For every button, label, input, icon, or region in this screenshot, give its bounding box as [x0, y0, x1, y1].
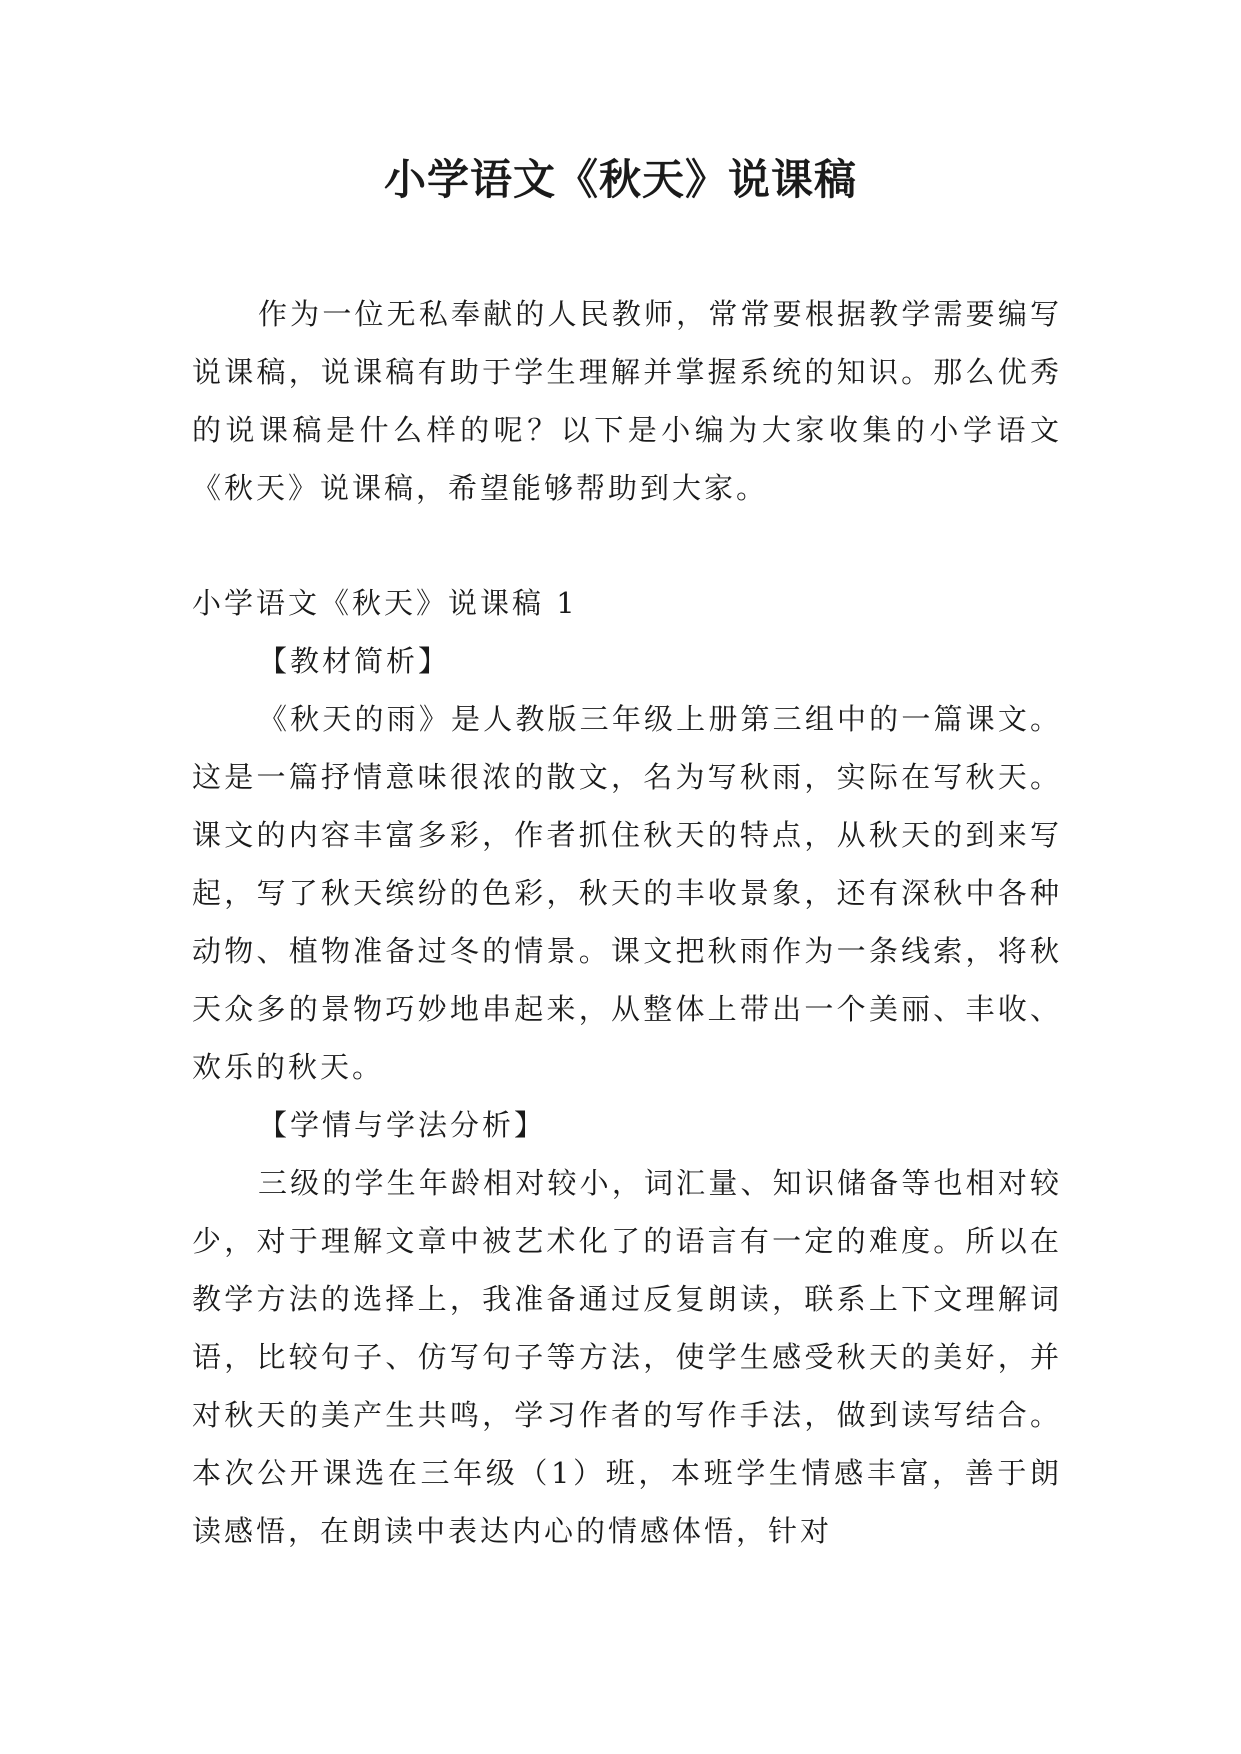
- document-title: 小学语文《秋天》说课稿: [383, 155, 857, 204]
- paragraph-learner-analysis: 三级的学生年龄相对较小，词汇量、知识储备等也相对较少，对于理解文章中被艺术化了的语言有一定的难度。所以在教学方法的选择上，我准备通过反复朗读，联系上下文理解词语，比较句子、仿写句子等方法，使学生感受秋天的美好，并对秋天的美产生共鸣，学习作者的写作手法，做到读写结合。本次公开课选在三年级（1）班，本班学生情感丰富，善于朗读感悟，在朗读中表达内心的情感体悟，针对: [192, 1166, 1062, 1548]
- paragraph-textbook-analysis: 《秋天的雨》是人教版三年级上册第三组中的一篇课文。这是一篇抒情意味很浓的散文，名为写秋雨，实际在写秋天。课文的内容丰富多彩，作者抓住秋天的特点，从秋天的到来写起，写了秋天缤纷的色彩，秋天的丰收景象，还有深秋中各种动物、植物准备过冬的情景。课文把秋雨作为一条线索，将秋天众多的景物巧妙地串起来，从整体上带出一个美丽、丰收、欢乐的秋天。: [192, 702, 1062, 1084]
- section-title: 小学语文《秋天》说课稿 1: [192, 586, 578, 620]
- heading-learner-analysis: 【学情与学法分析】: [258, 1108, 547, 1142]
- intro-paragraph: 作为一位无私奉献的人民教师，常常要根据教学需要编写说课稿，说课稿有助于学生理解并掌握系统的知识。那么优秀的说课稿是什么样的呢？以下是小编为大家收集的小学语文《秋天》说课稿，希望能够帮助到大家。: [192, 297, 1062, 505]
- heading-textbook-analysis: 【教材简析】: [258, 644, 451, 678]
- document-body: [192, 285, 1062, 1560]
